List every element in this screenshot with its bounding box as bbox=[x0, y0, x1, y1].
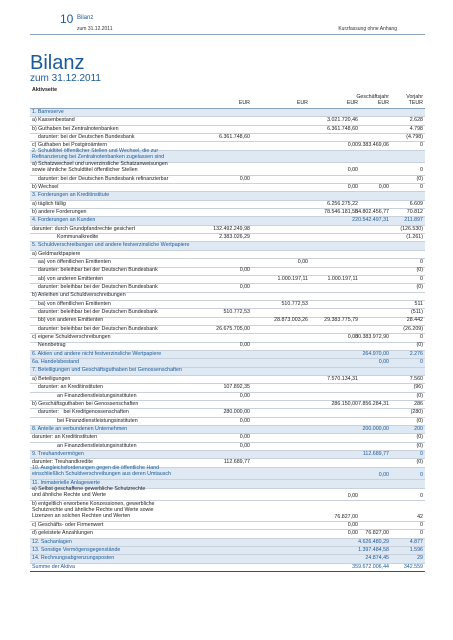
amount-cell: 70.812 bbox=[406, 208, 423, 215]
amount-cell: 0 bbox=[420, 530, 423, 537]
amount-cell: (1.261) bbox=[406, 233, 423, 240]
table-row bbox=[30, 318, 425, 326]
table-row bbox=[30, 418, 425, 426]
table-row bbox=[30, 486, 425, 502]
running-header-section: Bilanz bbox=[77, 15, 94, 21]
col-header: EUR bbox=[296, 100, 308, 107]
table-row bbox=[30, 284, 425, 292]
amount-cell: (126.530) bbox=[400, 225, 423, 232]
amount-cell: 0,00 bbox=[239, 417, 250, 424]
table-row bbox=[30, 259, 425, 267]
amount-cell: 7.560 bbox=[409, 375, 423, 382]
amount-cell: 0,00 bbox=[239, 284, 250, 291]
amount-cell: 26.675.705,00 bbox=[216, 325, 250, 332]
table-row bbox=[30, 268, 425, 276]
section-row bbox=[30, 368, 425, 376]
table-row bbox=[30, 501, 425, 522]
section-row bbox=[30, 359, 425, 367]
amount-cell: (0) bbox=[416, 267, 423, 274]
table-row bbox=[30, 434, 425, 442]
row-label: b) Anleihen und Schuldverschreibungen bbox=[32, 292, 126, 299]
amount-cell: 84.802.456,77 bbox=[355, 208, 389, 215]
amount-cell: (0) bbox=[416, 342, 423, 349]
section-row bbox=[30, 192, 425, 200]
amount-cell: 286.150,00 bbox=[331, 400, 358, 407]
table-row bbox=[30, 326, 425, 334]
table-row bbox=[30, 401, 425, 409]
section-row bbox=[30, 547, 425, 555]
amount-cell: 0 bbox=[420, 334, 423, 341]
amount-cell: 0,00 bbox=[347, 521, 358, 528]
amount-cell: (0) bbox=[416, 284, 423, 291]
amount-cell: 0,00 bbox=[347, 142, 358, 149]
table-row bbox=[30, 126, 425, 134]
amount-cell: 359.672.006,44 bbox=[352, 563, 389, 570]
row-label: darunter: beleihbar bei der Deutschen Bundesbank bbox=[32, 284, 158, 291]
row-label: Kommunalkredite bbox=[32, 233, 99, 240]
row-label: a) Beteiligungen bbox=[32, 375, 71, 382]
row-label: bb) von anderen Emittenten bbox=[32, 317, 104, 324]
amount-cell: (0) bbox=[416, 392, 423, 399]
amount-cell: 24.874,45 bbox=[365, 555, 389, 562]
row-label: ba) von öffentlichen Emittenten bbox=[32, 300, 111, 307]
amount-cell: 0,00 bbox=[347, 334, 358, 341]
header-divider bbox=[30, 34, 425, 35]
row-label: 5. Schuldverschreibungen und andere festverzinsliche Wertpapiere bbox=[32, 242, 190, 249]
table-row bbox=[30, 276, 425, 284]
row-label: b) Guthaben bei Zentralnotenbanken bbox=[32, 125, 119, 132]
section-row bbox=[30, 426, 425, 434]
amount-cell: 211.897 bbox=[404, 217, 423, 224]
table-row bbox=[30, 293, 425, 301]
amount-cell: 0 bbox=[420, 142, 423, 149]
section-row bbox=[30, 109, 425, 117]
amount-cell: (26.209) bbox=[403, 325, 423, 332]
row-label: Nennbetrag bbox=[32, 342, 66, 349]
amount-cell: 1.596 bbox=[409, 546, 423, 553]
amount-cell: 510.772,53 bbox=[223, 309, 250, 316]
amount-cell: 9.383.469,06 bbox=[358, 142, 389, 149]
row-label: 13. Sonstige Vermögensgegenstände bbox=[32, 546, 121, 553]
row-label: darunter: an Kreditinstituten bbox=[32, 384, 103, 391]
amount-cell: 29.383.775,79 bbox=[324, 317, 358, 324]
amount-cell: (0) bbox=[416, 175, 423, 182]
amount-cell: 280.000,00 bbox=[223, 409, 250, 416]
amount-cell: (511) bbox=[411, 309, 423, 316]
amount-cell: 2.383.026,29 bbox=[219, 233, 250, 240]
row-label: Summe der Aktiva bbox=[32, 563, 75, 570]
amount-cell: 220.542.497,31 bbox=[352, 217, 389, 224]
row-label: c) Geschäfts- oder Firmenwert bbox=[32, 521, 104, 528]
row-label: 7. Beteiligungen und Geschäftsguthaben bei Genossenschaften bbox=[32, 367, 182, 374]
row-label: darunter: beleihbar bei der Deutschen Bundesbank bbox=[32, 309, 158, 316]
row-label: a) Selbst geschaffene gewerbliche Schutzrechte und ähnliche Rechte und Werte bbox=[32, 486, 146, 499]
table-row bbox=[30, 251, 425, 259]
row-label: 3. Forderungen an Kreditinstitute bbox=[32, 192, 110, 199]
amount-cell: 6.361.748,60 bbox=[219, 133, 250, 140]
amount-cell: 0,00 bbox=[297, 259, 308, 266]
row-label: 6a. Handelsbestand bbox=[32, 359, 80, 366]
amount-cell: 0 bbox=[420, 183, 423, 190]
section-row bbox=[30, 465, 425, 481]
table-row bbox=[30, 201, 425, 209]
table-row bbox=[30, 334, 425, 342]
amount-cell: 1.000.197,11 bbox=[277, 275, 308, 282]
amount-cell: 0 bbox=[420, 450, 423, 457]
page-subtitle: zum 31.12.2011 bbox=[30, 73, 101, 84]
amount-cell: (0) bbox=[416, 417, 423, 424]
section-row bbox=[30, 242, 425, 250]
col-header: EUR bbox=[238, 100, 250, 107]
row-label: darunter: Treuhandkredite bbox=[32, 459, 93, 466]
total-row bbox=[30, 564, 425, 572]
col-header-prior-year: Vorjahr TEUR bbox=[406, 93, 423, 107]
row-label: 9. Treuhandvermögen bbox=[32, 450, 84, 457]
amount-cell: 28.442 bbox=[406, 317, 423, 324]
page-title: Bilanz bbox=[30, 52, 85, 74]
page-number: 10 bbox=[60, 12, 74, 26]
amount-cell: 4.877 bbox=[409, 538, 423, 545]
amount-cell: 200 bbox=[414, 425, 423, 432]
amount-cell: 2.276 bbox=[409, 350, 423, 357]
row-label: 12. Sachanlagen bbox=[32, 538, 72, 545]
row-label: b) andere Forderungen bbox=[32, 208, 87, 215]
row-label: d) geleistete Anzahlungen bbox=[32, 530, 93, 537]
table-row bbox=[30, 226, 425, 234]
section-row bbox=[30, 217, 425, 225]
row-label: 11. Immaterielle Anlagewerte bbox=[32, 480, 100, 487]
amount-cell: 30.383.972,90 bbox=[355, 334, 389, 341]
row-label: darunter: beleihbar bei der Deutschen Bundesbank bbox=[32, 325, 158, 332]
amount-cell: 0 bbox=[420, 521, 423, 528]
running-header-date: zum 31.12.2011 bbox=[77, 26, 113, 32]
table-row bbox=[30, 522, 425, 530]
amount-cell: 0,00 bbox=[239, 434, 250, 441]
amount-cell: 29 bbox=[417, 555, 423, 562]
row-label: 10. Ausgleichsforderungen gegen die öffentliche Hand einschließlich Schuldverschreibungen aus deren Umtausch bbox=[32, 465, 171, 478]
amount-cell: 3.021.720,46 bbox=[327, 117, 358, 124]
row-label: 6. Aktien und andere nicht festverzinsliche Wertpapiere bbox=[32, 350, 162, 357]
amount-cell: 0,00 bbox=[347, 492, 358, 499]
row-label: ab) von anderen Emittenten bbox=[32, 275, 104, 282]
amount-cell: (0) bbox=[416, 459, 423, 466]
amount-cell: 0,00 bbox=[347, 530, 358, 537]
amount-cell: 4.626.480,29 bbox=[358, 538, 389, 545]
balance-sheet-table bbox=[30, 86, 425, 572]
section-row bbox=[30, 451, 425, 459]
section-row bbox=[30, 351, 425, 359]
table-row bbox=[30, 301, 425, 309]
table-row bbox=[30, 376, 425, 384]
amount-cell: 112.689,77 bbox=[362, 450, 389, 457]
row-label: 2. Schuldtitel öffentlicher Stellen und Wechsel, die zur Refinanzierung bei Zentralnotenbanken zugelassen sind bbox=[32, 148, 165, 161]
amount-cell: (4.798) bbox=[406, 133, 423, 140]
row-label: c) eigene Schuldverschreibungen bbox=[32, 334, 111, 341]
section-row bbox=[30, 555, 425, 563]
table-row bbox=[30, 184, 425, 192]
amount-cell: 264.970,00 bbox=[362, 350, 389, 357]
amount-cell: 0,00 bbox=[378, 359, 389, 366]
row-label: darunter: durch Grundpfandrechte gesichert bbox=[32, 225, 136, 232]
amount-cell: 200.000,00 bbox=[362, 425, 389, 432]
row-label: b) Wechsel bbox=[32, 183, 59, 190]
amount-cell: 0 bbox=[420, 359, 423, 366]
amount-cell: 0,00 bbox=[239, 175, 250, 182]
table-row bbox=[30, 160, 425, 176]
amount-cell: 0 bbox=[420, 259, 423, 266]
amount-cell: 0 bbox=[420, 492, 423, 499]
col-header: EUR bbox=[346, 100, 358, 107]
amount-cell: 4.798 bbox=[409, 125, 423, 132]
table-row bbox=[30, 209, 425, 217]
amount-cell: 7.570.134,31 bbox=[327, 375, 358, 382]
amount-cell: 1.000.197,11 bbox=[327, 275, 358, 282]
amount-cell: 42 bbox=[417, 513, 423, 520]
row-label: an Finanzdienstleistungsinstituten bbox=[32, 392, 137, 399]
amount-cell: 286 bbox=[414, 400, 423, 407]
row-label: darunter: bei Kreditgenossenschaften bbox=[32, 409, 129, 416]
amount-cell: (0) bbox=[416, 442, 423, 449]
amount-cell: 28.873.003,26 bbox=[274, 317, 308, 324]
table-row bbox=[30, 384, 425, 392]
amount-cell: 7.856.284,31 bbox=[358, 400, 389, 407]
amount-cell: 0,00 bbox=[239, 267, 250, 274]
amount-cell: 0,00 bbox=[347, 183, 358, 190]
row-label: an Finanzdienstleistungsinstituten bbox=[32, 442, 137, 449]
amount-cell: (0) bbox=[416, 434, 423, 441]
row-label: b) entgeltlich erworbene Konzessionen, gewerbliche Schutzrechte und ähnliche Rechte und Werte sowie Lizenzen an solchen Rechten und Werten bbox=[32, 501, 155, 520]
amount-cell: 0,00 bbox=[239, 442, 250, 449]
row-label: 1. Barreserve bbox=[32, 108, 64, 115]
section-row bbox=[30, 539, 425, 547]
table-row bbox=[30, 530, 425, 538]
table-row bbox=[30, 117, 425, 125]
amount-cell: 6.256.275,22 bbox=[327, 200, 358, 207]
row-label: a) Kassenbestand bbox=[32, 117, 75, 124]
amount-cell: 0,00 bbox=[239, 342, 250, 349]
amount-cell: 0,00 bbox=[378, 183, 389, 190]
table-row bbox=[30, 343, 425, 351]
row-label: darunter: bei der Deutschen Bundesbank refinanzierbar bbox=[32, 175, 169, 182]
amount-cell: 0 bbox=[420, 275, 423, 282]
amount-cell: 1.397.484,58 bbox=[358, 546, 389, 553]
table-row bbox=[30, 409, 425, 417]
row-label: b) Geschäftsguthaben bei Genossenschaften bbox=[32, 400, 139, 407]
amount-cell: 0,00 bbox=[347, 167, 358, 174]
amount-cell: 0,00 bbox=[378, 471, 389, 478]
amount-cell: 112.689,77 bbox=[223, 459, 250, 466]
table-row bbox=[30, 134, 425, 142]
amount-cell: 0 bbox=[420, 167, 423, 174]
amount-cell: 132.492.249,98 bbox=[213, 225, 250, 232]
table-heading: Aktivseite bbox=[32, 87, 58, 93]
table-body bbox=[30, 109, 425, 572]
row-label: 4. Forderungen an Kunden bbox=[32, 217, 96, 224]
amount-cell: (280) bbox=[410, 409, 423, 416]
amount-cell: 76.827,00 bbox=[334, 513, 358, 520]
row-label: bei Finanzdienstleistungsinstituten bbox=[32, 417, 138, 424]
table-row bbox=[30, 443, 425, 451]
table-row bbox=[30, 309, 425, 317]
amount-cell: 342.559 bbox=[403, 563, 423, 570]
table-header-row bbox=[30, 86, 425, 109]
running-header-right: Kurzfassung ohne Anhang bbox=[338, 26, 397, 32]
row-label: 8. Anteile an verbundenen Unternehmen bbox=[32, 425, 128, 432]
row-label: aa) von öffentlichen Emittenten bbox=[32, 259, 111, 266]
row-label: a) täglich fällig bbox=[32, 200, 66, 207]
amount-cell: 78.546.181,55 bbox=[324, 208, 358, 215]
row-label: a) Schatzwechsel und unverzinsliche Schatzanweisungen sowie ähnliche Schuldtitel öffentlicher Stellen bbox=[32, 160, 168, 173]
amount-cell: 107.892,35 bbox=[223, 384, 250, 391]
row-label: 14. Rechnungsabgrenzungsposten bbox=[32, 555, 115, 562]
table-row bbox=[30, 393, 425, 401]
table-row bbox=[30, 234, 425, 242]
amount-cell: 2.628 bbox=[409, 117, 423, 124]
row-label: darunter: bei der Deutschen Bundesbank bbox=[32, 133, 135, 140]
amount-cell: 6.609 bbox=[409, 200, 423, 207]
amount-cell: 511 bbox=[414, 300, 423, 307]
col-header-current-year: Geschäftsjahr EUR bbox=[356, 93, 389, 107]
amount-cell: 0,00 bbox=[239, 392, 250, 399]
row-label: darunter: an Kreditinstituten bbox=[32, 434, 98, 441]
amount-cell: 0 bbox=[420, 471, 423, 478]
amount-cell: 6.361.748,60 bbox=[327, 125, 358, 132]
row-label: c) Guthaben bei Postgiroämtern bbox=[32, 142, 108, 149]
table-row bbox=[30, 176, 425, 184]
row-label: darunter: beleihbar bei der Deutschen Bundesbank bbox=[32, 267, 158, 274]
amount-cell: 76.827,00 bbox=[365, 530, 389, 537]
amount-cell: (96) bbox=[413, 384, 423, 391]
row-label: a) Geldmarktpapiere bbox=[32, 250, 81, 257]
amount-cell: 510.772,53 bbox=[281, 300, 308, 307]
